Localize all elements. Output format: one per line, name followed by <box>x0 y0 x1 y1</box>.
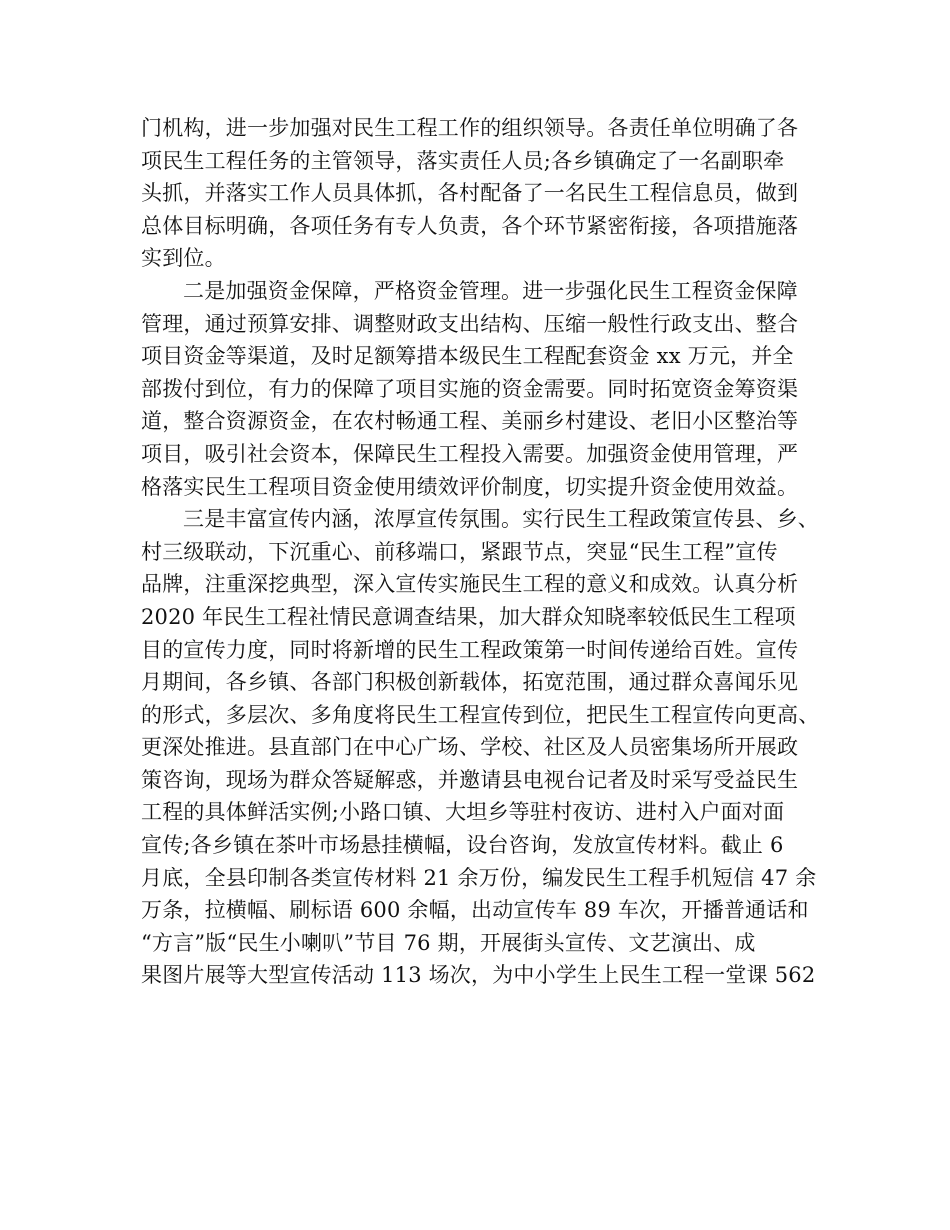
text-line: 2020 年民生工程社情民意调查结果，加大群众知晓率较低民生工程项 <box>141 604 796 629</box>
text-line: 项民生工程任务的主管领导，落实责任人员;各乡镇确定了一名副职牵 <box>141 148 785 173</box>
text-line: 策咨询，现场为群众答疑解惑，并邀请县电视台记者及时采写受益民生 <box>141 767 799 792</box>
text-line: 道，整合资源资金，在农村畅通工程、美丽乡村建设、老旧小区整治等 <box>141 409 799 434</box>
text-line: 月底，全县印制各类宣传材料 21 余万份，编发民生工程手机短信 47 余 <box>141 865 817 890</box>
text-line: 工程的具体鲜活实例;小路口镇、大坦乡等驻村夜访、进村入户面对面 <box>141 800 785 825</box>
text-line: 格落实民生工程项目资金使用绩效评价制度，切实提升资金使用效益。 <box>141 474 799 499</box>
text-line: 头抓，并落实工作人员具体抓，各村配备了一名民生工程信息员，做到 <box>141 181 799 206</box>
text-line: 三是丰富宣传内涵，浓厚宣传氛围。实行民生工程政策宣传县、乡、 <box>183 507 819 532</box>
text-line: 宣传;各乡镇在茶叶市场悬挂横幅，设台咨询，发放宣传材料。截止 6 <box>141 833 784 858</box>
text-line: 实到位。 <box>141 246 226 271</box>
text-line: 更深处推进。县直部门在中心广场、学校、社区及人员密集场所开展政 <box>141 735 799 760</box>
text-line: 目的宣传力度，同时将新增的民生工程政策第一时间传递给百姓。宣传 <box>141 637 799 662</box>
text-line: 部拨付到位，有力的保障了项目实施的资金需要。同时拓宽资金筹资渠 <box>141 376 799 401</box>
text-line: 村三级联动，下沉重心、前移端口，紧跟节点，突显“民生工程”宣传 <box>141 539 778 564</box>
text-line: 项目资金等渠道，及时足额筹措本级民生工程配套资金 xx 万元，并全 <box>141 344 794 369</box>
text-line: 果图片展等大型宣传活动 113 场次，为中小学生上民生工程一堂课 562 <box>141 963 816 988</box>
text-line: 总体目标明确，各项任务有专人负责，各个环节紧密衔接，各项措施落 <box>141 213 799 238</box>
text-line: 月期间，各乡镇、各部门积极创新载体，拓宽范围，通过群众喜闻乐见 <box>141 670 799 695</box>
text-line: 管理，通过预算安排、调整财政支出结构、压缩一般性行政支出、整合 <box>141 311 799 336</box>
text-line: 的形式，多层次、多角度将民生工程宣传到位，把民生工程宣传向更高、 <box>141 702 820 727</box>
document-body <box>141 112 821 992</box>
text-line: 项目，吸引社会资本，保障民生工程投入需要。加强资金使用管理，严 <box>141 441 799 466</box>
text-line: 门机构，进一步加强对民生工程工作的组织领导。各责任单位明确了各 <box>141 116 799 140</box>
text-line: 品牌，注重深挖典型，深入宣传实施民生工程的意义和成效。认真分析 <box>141 572 799 597</box>
text-line: “方言”版“民生小喇叭”节目 76 期，开展街头宣传、文艺演出、成 <box>141 930 756 955</box>
text-line: 万条，拉横幅、刷标语 600 余幅，出动宣传车 89 车次，开播普通话和 <box>141 898 809 923</box>
text-line: 二是加强资金保障，严格资金管理。进一步强化民生工程资金保障 <box>183 278 798 303</box>
